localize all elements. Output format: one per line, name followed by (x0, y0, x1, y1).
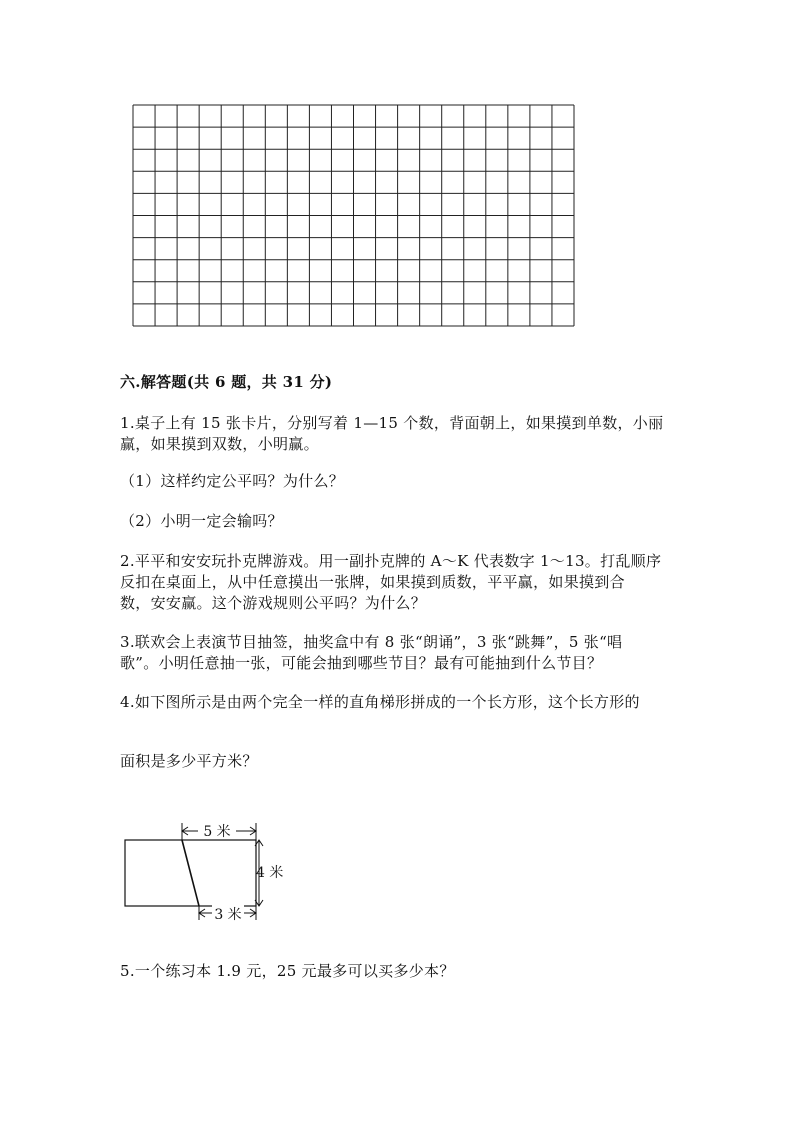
q1-subquestion-2: （2）小明一定会输吗？ (120, 512, 283, 530)
bottom-dimension-label: 3 米 (214, 907, 242, 923)
top-dimension-label: 5 米 (203, 824, 231, 840)
q2-line2: 反扣在桌面上，从中任意摸出一张牌，如果摸到质数，平平赢，如果摸到合 (120, 573, 625, 591)
answer-grid (132, 104, 575, 327)
q4-line1: 4.如下图所示是由两个完全一样的直角梯形拼成的一个长方形，这个长方形的 (120, 693, 640, 711)
q3-line1: 3.联欢会上表演节目抽签，抽奖盒中有 8 张“朗诵”，3 张“跳舞”，5 张“唱 (120, 633, 623, 651)
q1-line2: 赢，如果摸到双数，小明赢。 (120, 435, 319, 453)
q2-line1: 2.平平和安安玩扑克牌游戏。用一副扑克牌的 A～K 代表数字 1～13。打乱顺序 (120, 552, 662, 570)
q1-subquestion-1: （1）这样约定公平吗？为什么？ (120, 472, 345, 490)
q1-line1: 1.桌子上有 15 张卡片，分别写着 1—15 个数，背面朝上，如果摸到单数，小丽 (120, 414, 664, 432)
trapezoid-rectangle-diagram (120, 815, 310, 925)
right-dimension-label: 4 米 (256, 865, 284, 881)
q5-line1: 5.一个练习本 1.9 元，25 元最多可以买多少本？ (120, 962, 455, 980)
q2-line3: 数，安安赢。这个游戏规则公平吗？为什么？ (120, 594, 427, 612)
trapezoid-divider (182, 840, 199, 906)
q3-line2: 歌”。小明任意抽一张，可能会抽到哪些节目？最有可能抽到什么节目？ (120, 654, 603, 672)
q4-line2: 面积是多少平方米？ (120, 752, 258, 770)
section-title: 六.解答题(共 6 题，共 31 分) (120, 373, 333, 391)
